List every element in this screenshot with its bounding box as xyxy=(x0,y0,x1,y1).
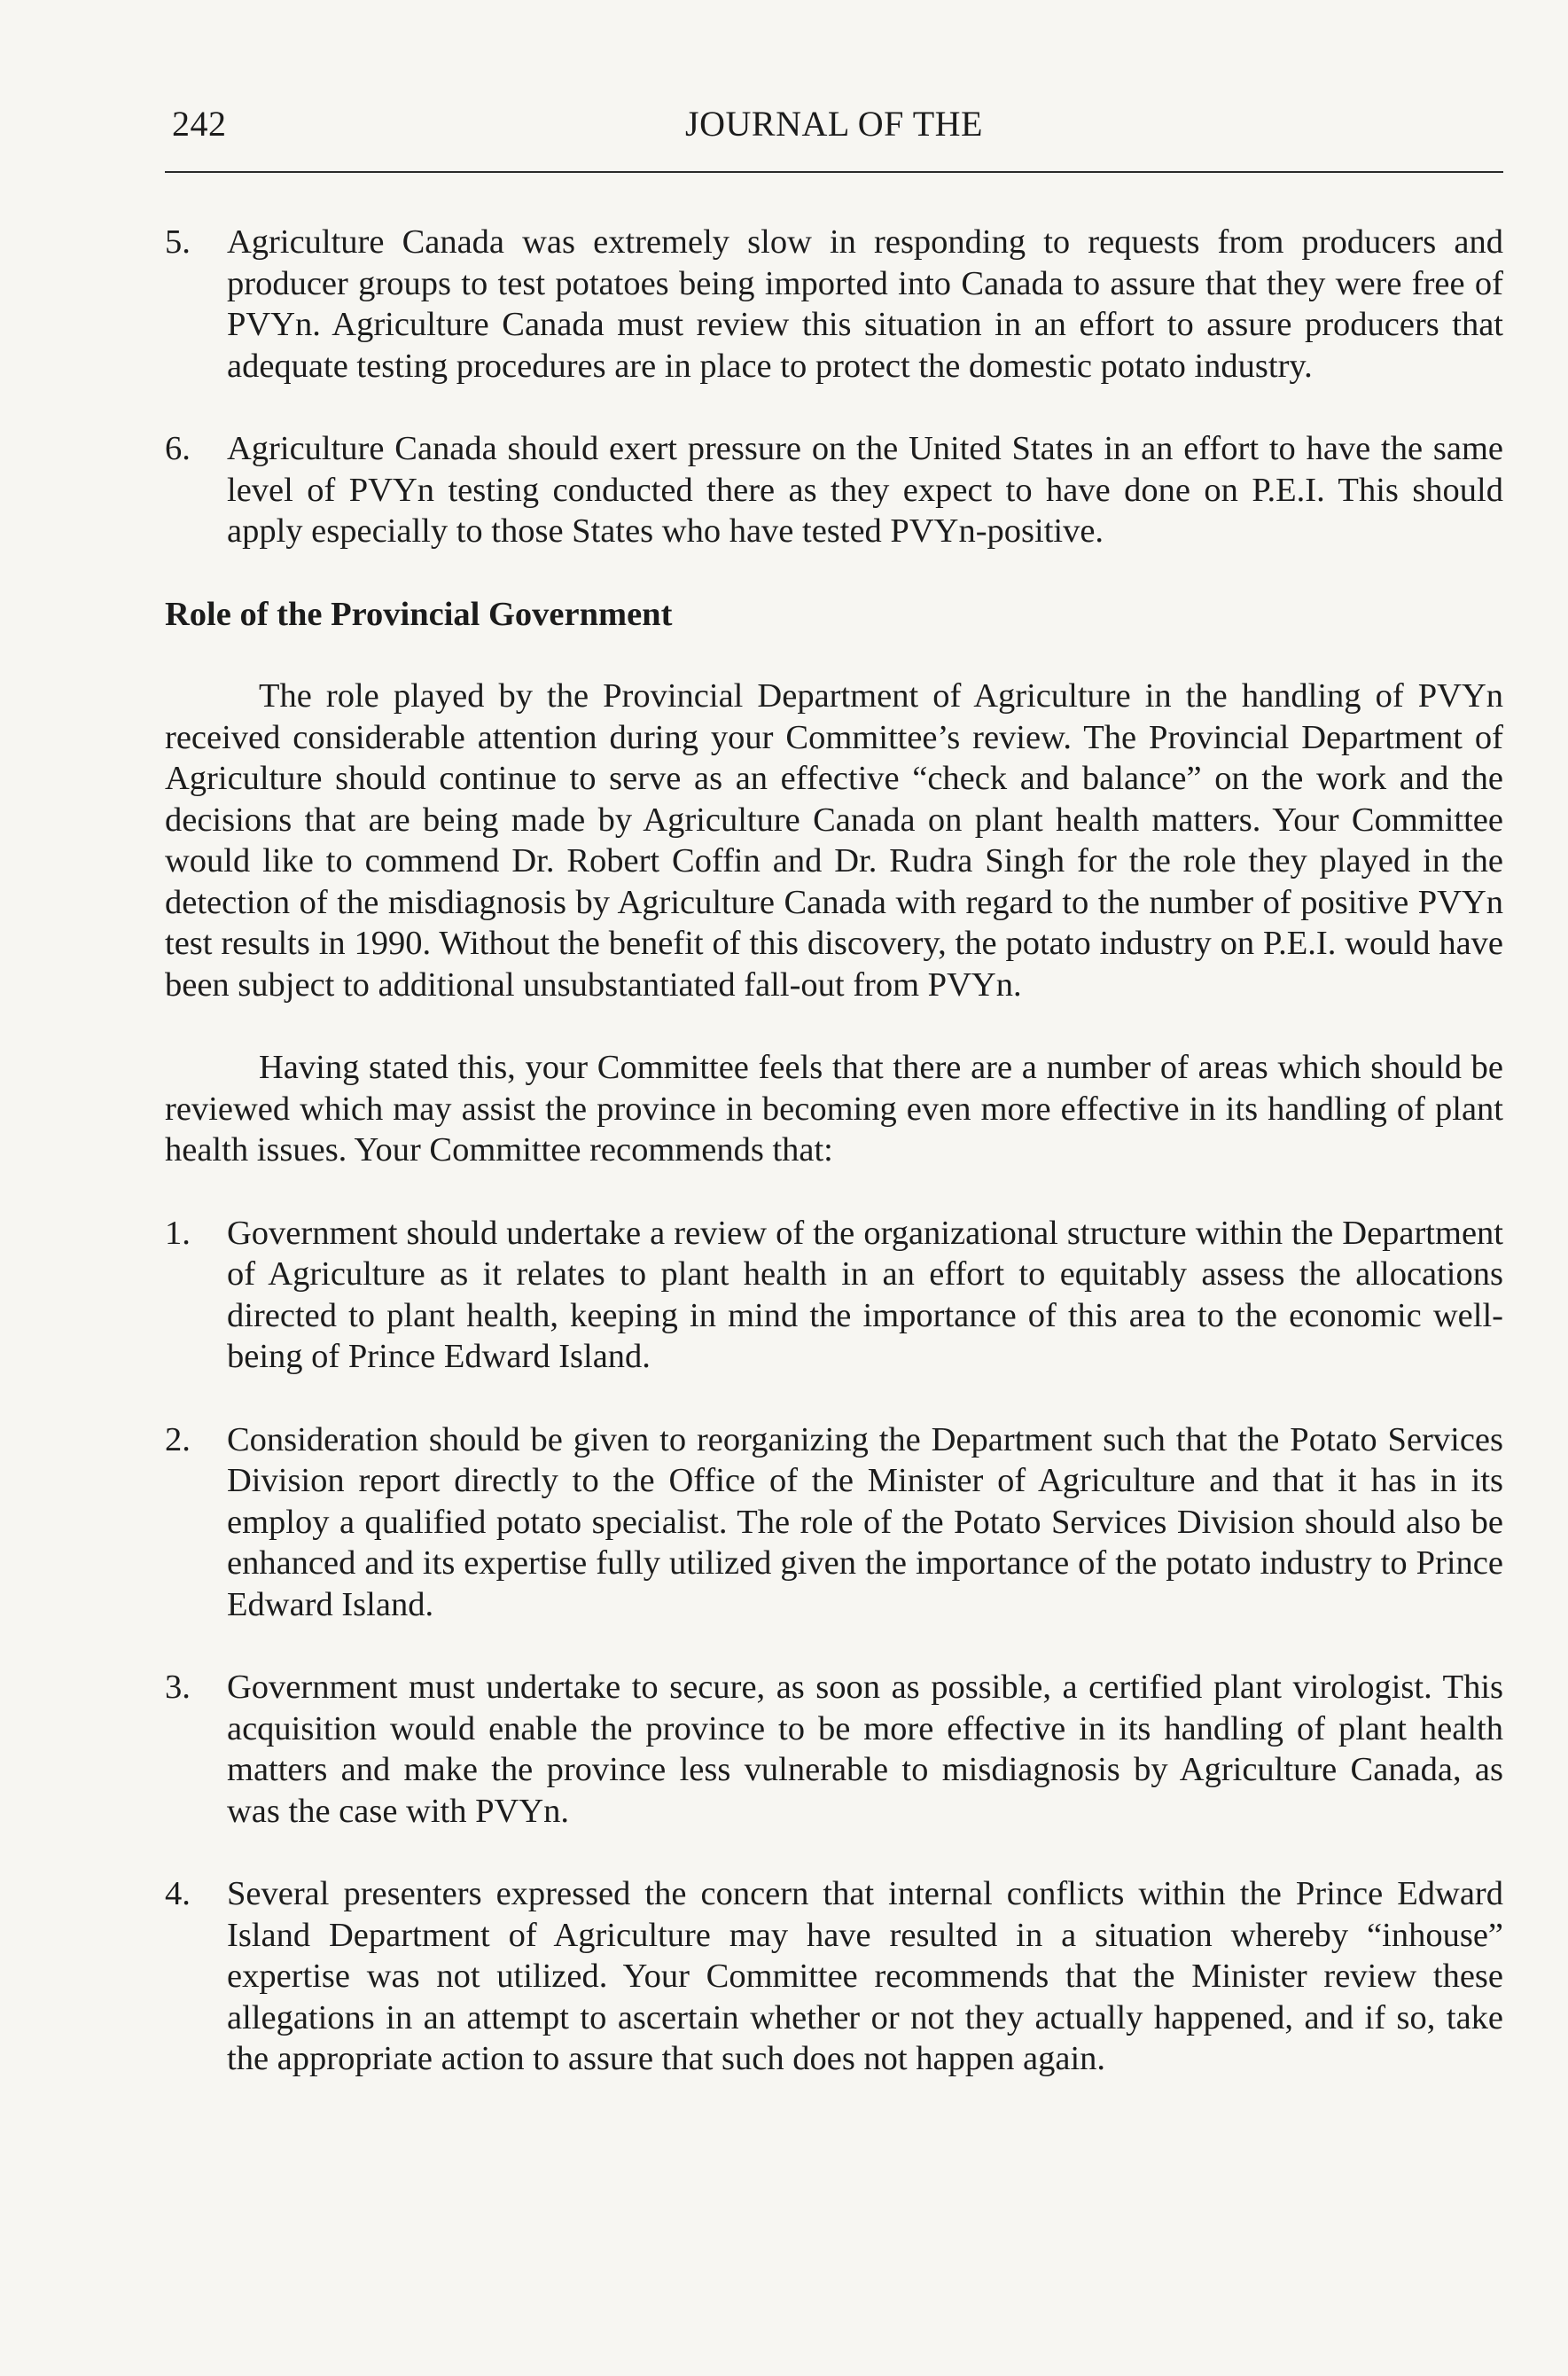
item-text: Government should undertake a review of the organizational structure within the Department of Agriculture as it relates to plant health in an effort to equitably assess the allocations directed to plant health, keeping in mind the importance of this area to the economic well-being of Prince Edward Island. xyxy=(227,1214,1503,1375)
section-heading: Role of the Provincial Government xyxy=(165,595,673,633)
body-paragraph: Having stated this, your Committee feels that there are a number of areas which should be reviewed which may assist the province in becoming even more effective in its handling of plant health issues. Your Committee recommends that: xyxy=(165,1049,1503,1168)
item-number: 1. xyxy=(165,1214,191,1252)
body-paragraph: The role played by the Provincial Department of Agriculture in the handling of PVYn received considerable attention during your Committee’s review. The Provincial Department of Agriculture should continue to serve as an effective “check and balance” on the work and the decisions that are being made by Agriculture Canada on plant health matters. Your Committee would like to commend Dr. Robert Coffin and Dr. Rudra Singh for the role they played in the detection of the misdiagnosis by Agriculture Canada with regard to the number of positive PVYn test results in 1990. Without the benefit of this discovery, the potato industry on P.E.I. would have been subject to additional unsubstantiated fall-out from PVYn. xyxy=(165,677,1503,1004)
header-rule xyxy=(165,171,1503,173)
item-number: 2. xyxy=(165,1420,191,1458)
item-text: Agriculture Canada should exert pressure on the United States in an effort to have the same level of PVYn testing conducted there as they expect to have done on P.E.I. This should apply especially to those States who have tested PVYn-positive. xyxy=(227,430,1503,550)
item-number: 6. xyxy=(165,430,191,467)
recommendations-list xyxy=(165,1213,1503,2080)
list-item xyxy=(165,1667,1503,1832)
list-item xyxy=(165,1873,1503,2080)
item-number: 4. xyxy=(165,1875,191,1912)
list-item xyxy=(165,1419,1503,1626)
list-item xyxy=(165,222,1503,387)
continued-list xyxy=(165,222,1503,552)
item-number: 3. xyxy=(165,1669,191,1706)
item-number: 5. xyxy=(165,223,191,261)
page-body xyxy=(165,222,1503,2080)
item-text: Several presenters expressed the concern that internal conflicts within the Prince Edward Island Department of Agriculture may have resulted in a situation whereby “inhouse” expertise was not utilized. Your Committee recommends that the Minister review these allegations in an attempt to ascertain whether or not they actually happened, and if so, take the appropriate action to assure that such does not happen again. xyxy=(227,1875,1503,2077)
list-item xyxy=(165,428,1503,552)
running-title: JOURNAL OF THE xyxy=(685,104,983,144)
item-text: Consideration should be given to reorganizing the Department such that the Potato Services Division report directly to the Office of the Minister of Agriculture and that it has in its employ a qualified potato specialist. The role of the Potato Services Division should also be enhanced and its expertise fully utilized given the importance of the potato industry to Prince Edward Island. xyxy=(227,1420,1503,1623)
page-number: 242 xyxy=(172,104,227,144)
list-item xyxy=(165,1213,1503,1378)
item-text: Government must undertake to secure, as soon as possible, a certified plant virologist. This acquisition would enable the province to be more effective in its handling of plant health matters and make the province less vulnerable to misdiagnosis by Agriculture Canada, as was the case with PVYn. xyxy=(227,1669,1503,1830)
page-header xyxy=(165,96,1503,149)
item-text: Agriculture Canada was extremely slow in responding to requests from producers and producer groups to test potatoes being imported into Canada to assure that they were free of PVYn. Agriculture Canada must review this situation in an effort to assure producers that adequate testing procedures are in place to protect the domestic potato industry. xyxy=(227,223,1503,385)
